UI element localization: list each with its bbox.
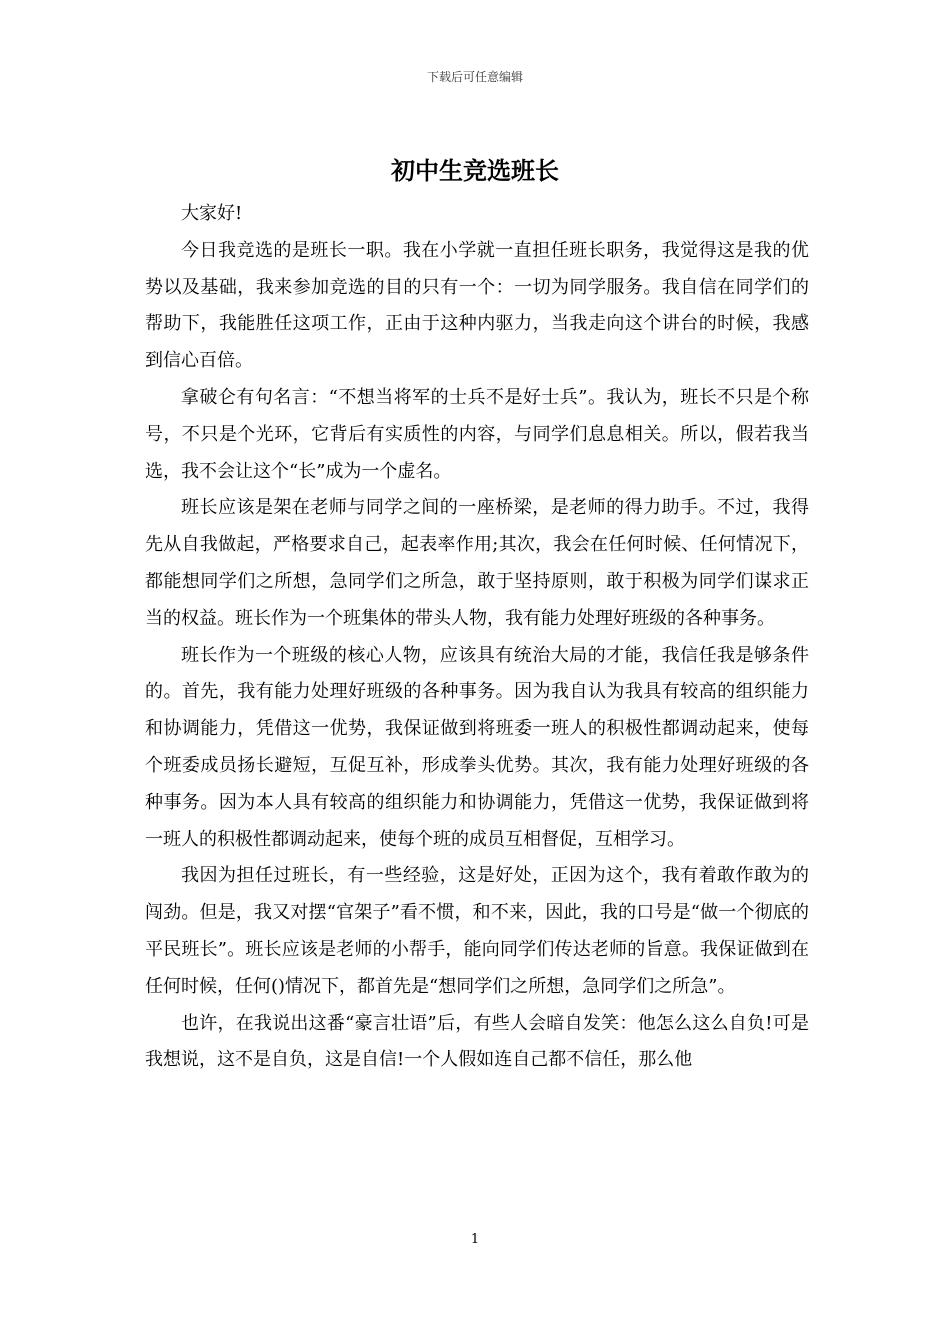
paragraph: 班长作为一个班级的核心人物，应该具有统治大局的才能，我信任我是够条件的。首先，我有能力处理好班级的各种事务。因为我自认为我具有较高的组织能力和协调能力，凭借这一优势，我保证做到将班委一班人的积极性都调动起来，使每个班委成员扬长避短，互促互补，形成拳头优势。其次，我有能力处理好班级的各种事务。因为本人具有较高的组织能力和协调能力，凭借这一优势，我保证做到将一班人的积极性都调动起来，使每个班的成员互相督促，互相学习。: [145, 644, 809, 850]
page-number: 1: [470, 1232, 480, 1247]
document-body: [145, 196, 809, 1079]
paragraph: 今日我竞选的是班长一职。我在小学就一直担任班长职务，我觉得这是我的优势以及基础，我来参加竞选的目的只有一个：一切为同学服务。我自信在同学们的帮助下，我能胜任这项工作，正由于这种内驱力，当我走向这个讲台的时候，我感到信心百倍。: [145, 239, 809, 372]
paragraph: 班长应该是架在老师与同学之间的一座桥梁，是老师的得力助手。不过，我得先从自我做起，严格要求自己，起表率作用;其次，我会在任何时候、任何情况下，都能想同学们之所想，急同学们之所急，敢于坚持原则，敢于积极为同学们谋求正当的权益。班长作为一个班集体的带头人物，我有能力处理好班级的各种事务。: [145, 497, 809, 629]
paragraph: 拿破仑有句名言：“不想当将军的士兵不是好士兵”。我认为，班长不只是个称号，不只是个光环，它背后有实质性的内容，与同学们息息相关。所以，假若我当选，我不会让这个“长”成为一个虚名。: [145, 386, 809, 482]
paragraph: 我因为担任过班长，有一些经验，这是好处，正因为这个，我有着敢作敢为的闯劲。但是，我又对摆“官架子”看不惯，和不来，因此，我的口号是“做一个彻底的平民班长”。班长应该是老师的小帮手，能向同学们传达老师的旨意。我保证做到在任何时候，任何()情况下，都首先是“想同学们之所想，急同学们之所急”。: [145, 865, 809, 997]
document-title: 初中生竞选班长: [391, 156, 559, 185]
paragraph: 也许，在我说出这番“豪言壮语”后，有些人会暗自发笑：他怎么这么自负!可是我想说，这不是自负，这是自信!一个人假如连自己都不信任，那么他: [145, 1012, 809, 1071]
header-note: 下载后可任意编辑: [426, 70, 523, 84]
paragraph-greeting: 大家好!: [181, 203, 243, 224]
